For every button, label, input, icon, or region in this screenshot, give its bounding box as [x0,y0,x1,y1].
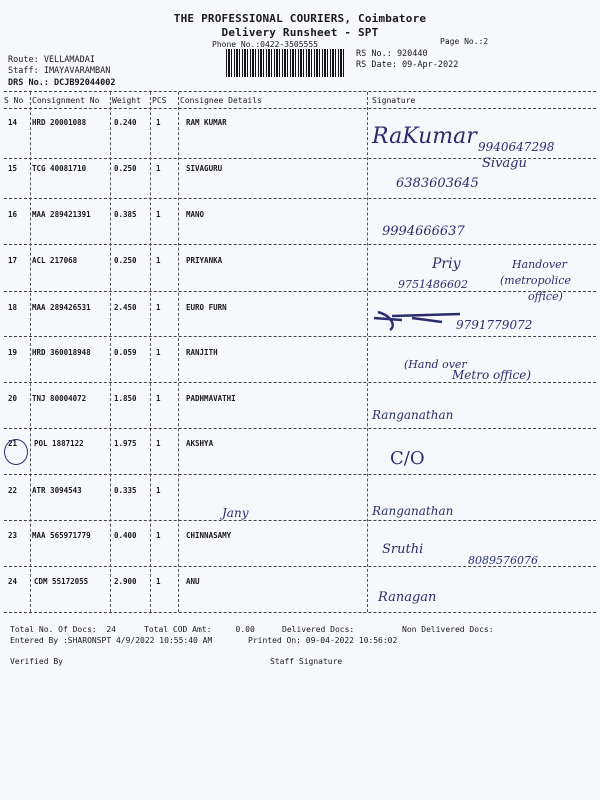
signature-row-20: Ranganathan [372,408,454,422]
table-row [0,439,600,459]
row-consignment: HRD 20001088 [32,118,87,127]
handwritten-note-row-19: (Hand over [404,358,467,371]
row-consignment: POL 1887122 [34,439,84,448]
rs-number: RS No.: 920440 [356,49,428,59]
table-row [0,394,600,414]
row-weight: 1.975 [114,439,137,448]
row-consignee: ANU [186,577,200,586]
phone-number: Phone No.:0422-3505555 [212,40,318,49]
staff-signature: Staff Signature [270,657,343,666]
row-sno: 19 [8,348,18,357]
row-consignee: RAM KUMAR [186,118,227,127]
signature-row-17: Priy [432,256,461,272]
table-row [0,531,600,551]
row-consignee: EURO FURN [186,303,227,312]
row-pcs: 1 [156,118,161,127]
delivered-docs: Delivered Docs: [282,625,355,634]
header-rule-bottom [4,108,596,109]
scribble-signature-row-18 [372,308,462,332]
col-consignee: Consignee Details [180,96,262,105]
table-row [0,210,600,230]
row-sno: 15 [8,164,18,173]
row-consignee: RANJITH [186,348,218,357]
table-row [0,348,600,368]
row-sno: 20 [8,394,18,403]
handwritten-phone-row-23: 8089576076 [468,554,538,567]
signature-row-24: Ranagan [378,590,437,605]
page-number: Page No.:2 [440,37,489,46]
handwritten-note-row-17: office) [528,290,563,303]
row-pcs: 1 [156,439,161,448]
row-sno: 24 [8,577,18,586]
row-consignment: ATR 3094543 [32,486,82,495]
col-consignment: Consignment No [32,96,100,105]
drs-number: DRS No.: DCJB92044002 [8,78,116,88]
col-signature: Signature [372,96,416,105]
entered-by: Entered By :SHARONSPT 4/9/2022 10:55:40 AM [10,636,213,645]
handwritten-note-row-17: (metropolice [500,274,571,287]
row-sno: 16 [8,210,18,219]
row-sno: 14 [8,118,18,127]
table-row [0,256,600,276]
row-weight: 0.250 [114,256,137,265]
handwritten-phone-row-17: 9751486602 [398,278,468,291]
row-divider [4,382,596,383]
row-weight: 2.450 [114,303,137,312]
row-consignment: TCG 40081710 [32,164,87,173]
row-consignee: SIVAGURU [186,164,223,173]
signature-row-22: Ranganathan [372,504,454,518]
row-pcs: 1 [156,486,161,495]
row-weight: 0.250 [114,164,137,173]
rs-date: RS Date: 09-Apr-2022 [356,60,459,70]
row-divider [4,291,596,292]
row-consignment: CDM 55172055 [34,577,89,586]
signature-row-15: Sivagu [482,156,527,171]
row-pcs: 1 [156,164,161,173]
col-weight: Weight [112,96,141,105]
signature-row-22-left: Jany [222,506,249,520]
row-sno: 17 [8,256,18,265]
row-consignment: MAA 289421391 [32,210,91,219]
row-pcs: 1 [156,210,161,219]
row-consignee: CHINNASAMY [186,531,232,540]
row-pcs: 1 [156,577,161,586]
table-row [0,486,600,506]
table-row [0,577,600,597]
row-consignment: ACL 217068 [32,256,78,265]
handwritten-note-row-19: Metro office) [452,368,532,382]
document-title: Delivery Runsheet - SPT [221,26,379,39]
row-pcs: 1 [156,348,161,357]
row-weight: 0.335 [114,486,137,495]
row-consignee: PADHMAVATHI [186,394,236,403]
verified-by: Verified By [10,657,63,666]
row-consignee: PRIYANKA [186,256,223,265]
header-rule-top [4,91,596,92]
row-weight: 2.900 [114,577,137,586]
col-pcs: PCS [152,96,167,105]
row-consignment: HRD 360018948 [32,348,91,357]
signature-row-23: Sruthi [382,542,424,557]
row-sno: 22 [8,486,18,495]
row-pcs: 1 [156,256,161,265]
row-consignment: MAA 289426531 [32,303,91,312]
row-divider [4,198,596,199]
total-docs: Total No. Of Docs: 24 [10,625,116,634]
printed-on: Printed On: 09-04-2022 10:56:02 [248,636,398,645]
row-pcs: 1 [156,303,161,312]
handwritten-phone-row-18: 9791779072 [456,318,533,332]
row-consignment: TNJ 80004072 [32,394,87,403]
company-name: THE PROFESSIONAL COURIERS, Coimbatore [173,12,427,25]
row-consignment: MAA 565971779 [32,531,91,540]
row-divider [4,244,596,245]
total-cod: Total COD Amt: 0.00 [144,625,255,634]
handwritten-circle-mark [4,439,28,465]
staff-label: Staff: IMAYAVARAMBAN [8,66,111,76]
handwritten-note-row-17: Handover [512,258,567,271]
row-divider [4,612,596,613]
row-divider [4,336,596,337]
row-weight: 0.385 [114,210,137,219]
row-pcs: 1 [156,531,161,540]
row-consignee: MANO [186,210,205,219]
row-weight: 0.059 [114,348,137,357]
non-delivered-docs: Non Delivered Docs: [402,625,494,634]
signature-row-21: C/O [390,448,425,469]
col-sno: S No [4,96,24,105]
signature-row-14: RaKumar [372,124,477,149]
handwritten-phone-row-16: 9994666637 [382,224,465,239]
row-sno: 21 [8,439,18,448]
table-row [0,118,600,138]
row-divider [4,428,596,429]
row-weight: 1.850 [114,394,137,403]
row-consignee: AKSHYA [186,439,214,448]
row-divider [4,520,596,521]
row-weight: 0.400 [114,531,137,540]
route-label: Route: VELLAMADAI [8,55,95,65]
row-sno: 23 [8,531,18,540]
row-pcs: 1 [156,394,161,403]
handwritten-phone-row-15: 6383603645 [396,176,479,191]
row-sno: 18 [8,303,18,312]
barcode-image [226,49,344,77]
row-divider [4,474,596,475]
row-weight: 0.240 [114,118,137,127]
handwritten-phone-row-14: 9940647298 [478,140,555,154]
